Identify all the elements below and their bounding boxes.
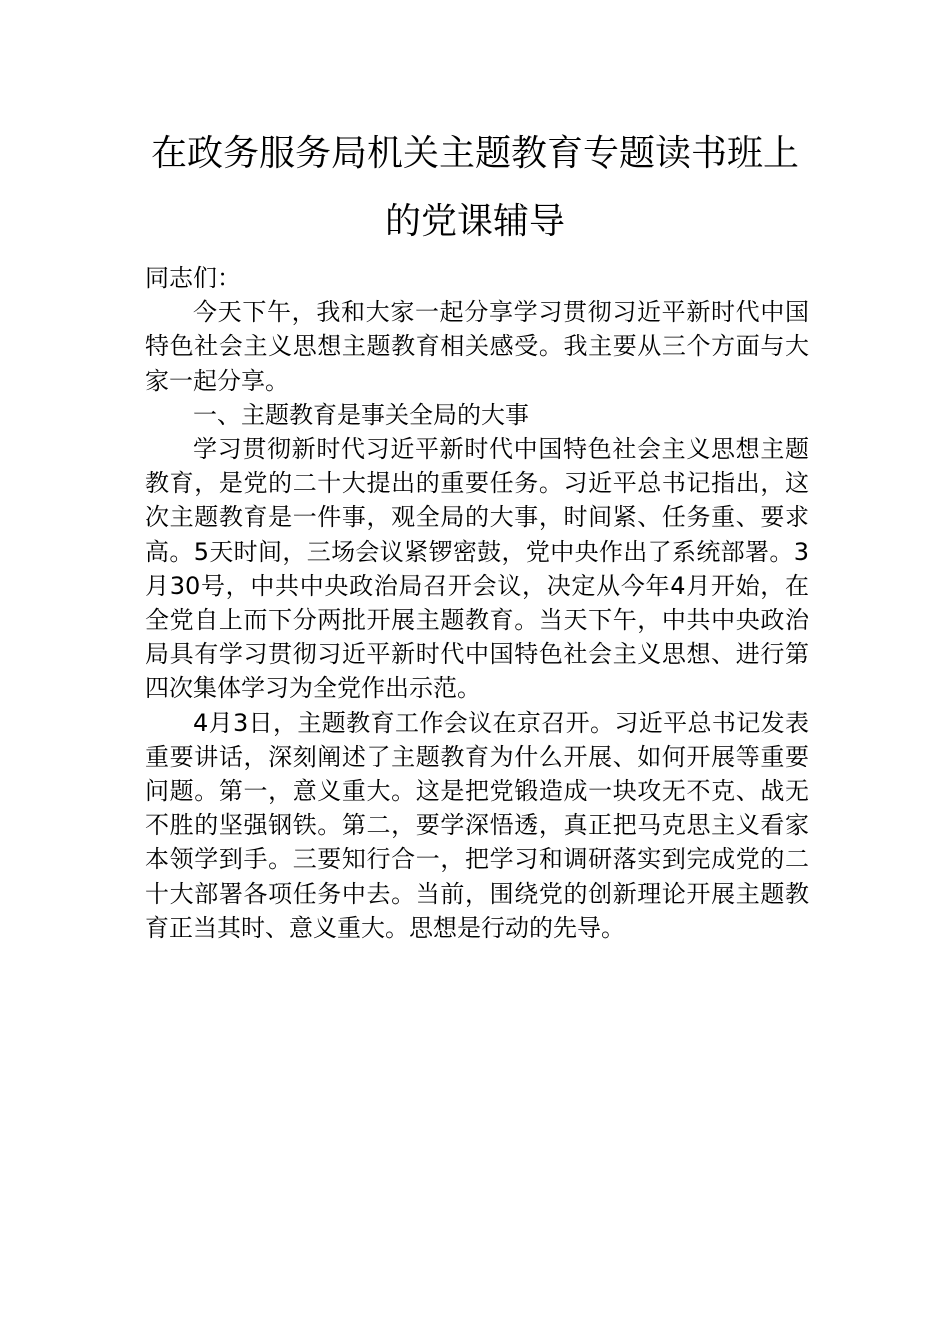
section-heading-1: 一、主题教育是事关全局的大事 bbox=[193, 400, 529, 429]
document-title-line-2: 的党课辅导 bbox=[384, 201, 565, 242]
paragraph-section-1-a: 学习贯彻新时代习近平新时代中国特色社会主义思想主题教育，是党的二十大提出的重要任务。习近平总书记指出，这次主题教育是一件事，观全局的大事，时间紧、任务重、要求高。5天时间，三场会议紧锣密鼓，党中央作出了系统部署。3月30号，中共中央政治局召开会议，决定从今年4月开始，在全党自上而下分两批开展主题教育。当天下午，中共中央政治局具有学习贯彻习近平新时代中国特色社会主义思想、进行第四次集体学习为全党作出示范。 bbox=[145, 435, 809, 703]
paragraph-section-1-b: 4月3日，主题教育工作会议在京召开。习近平总书记发表重要讲话，深刻阐述了主题教育为什么开展、如何开展等重要问题。第一，意义重大。这是把党锻造成一块攻无不克、战无不胜的坚强钢铁。第二，要学深悟透，真正把马克思主义看家本领学到手。三要知行合一，把学习和调研落实到完成党的二十大部署各项任务中去。当前，围绕党的创新理论开展主题教育正当其时、意义重大。思想是行动的先导。 bbox=[145, 708, 809, 942]
document-title-line-1: 在政务服务局机关主题教育专题读书班上 bbox=[150, 133, 799, 174]
salutation: 同志们： bbox=[145, 264, 241, 292]
paragraph-intro: 今天下午，我和大家一起分享学习贯彻习近平新时代中国特色社会主义思想主题教育相关感受。我主要从三个方面与大家一起分享。 bbox=[145, 298, 809, 395]
document-body bbox=[145, 261, 809, 945]
